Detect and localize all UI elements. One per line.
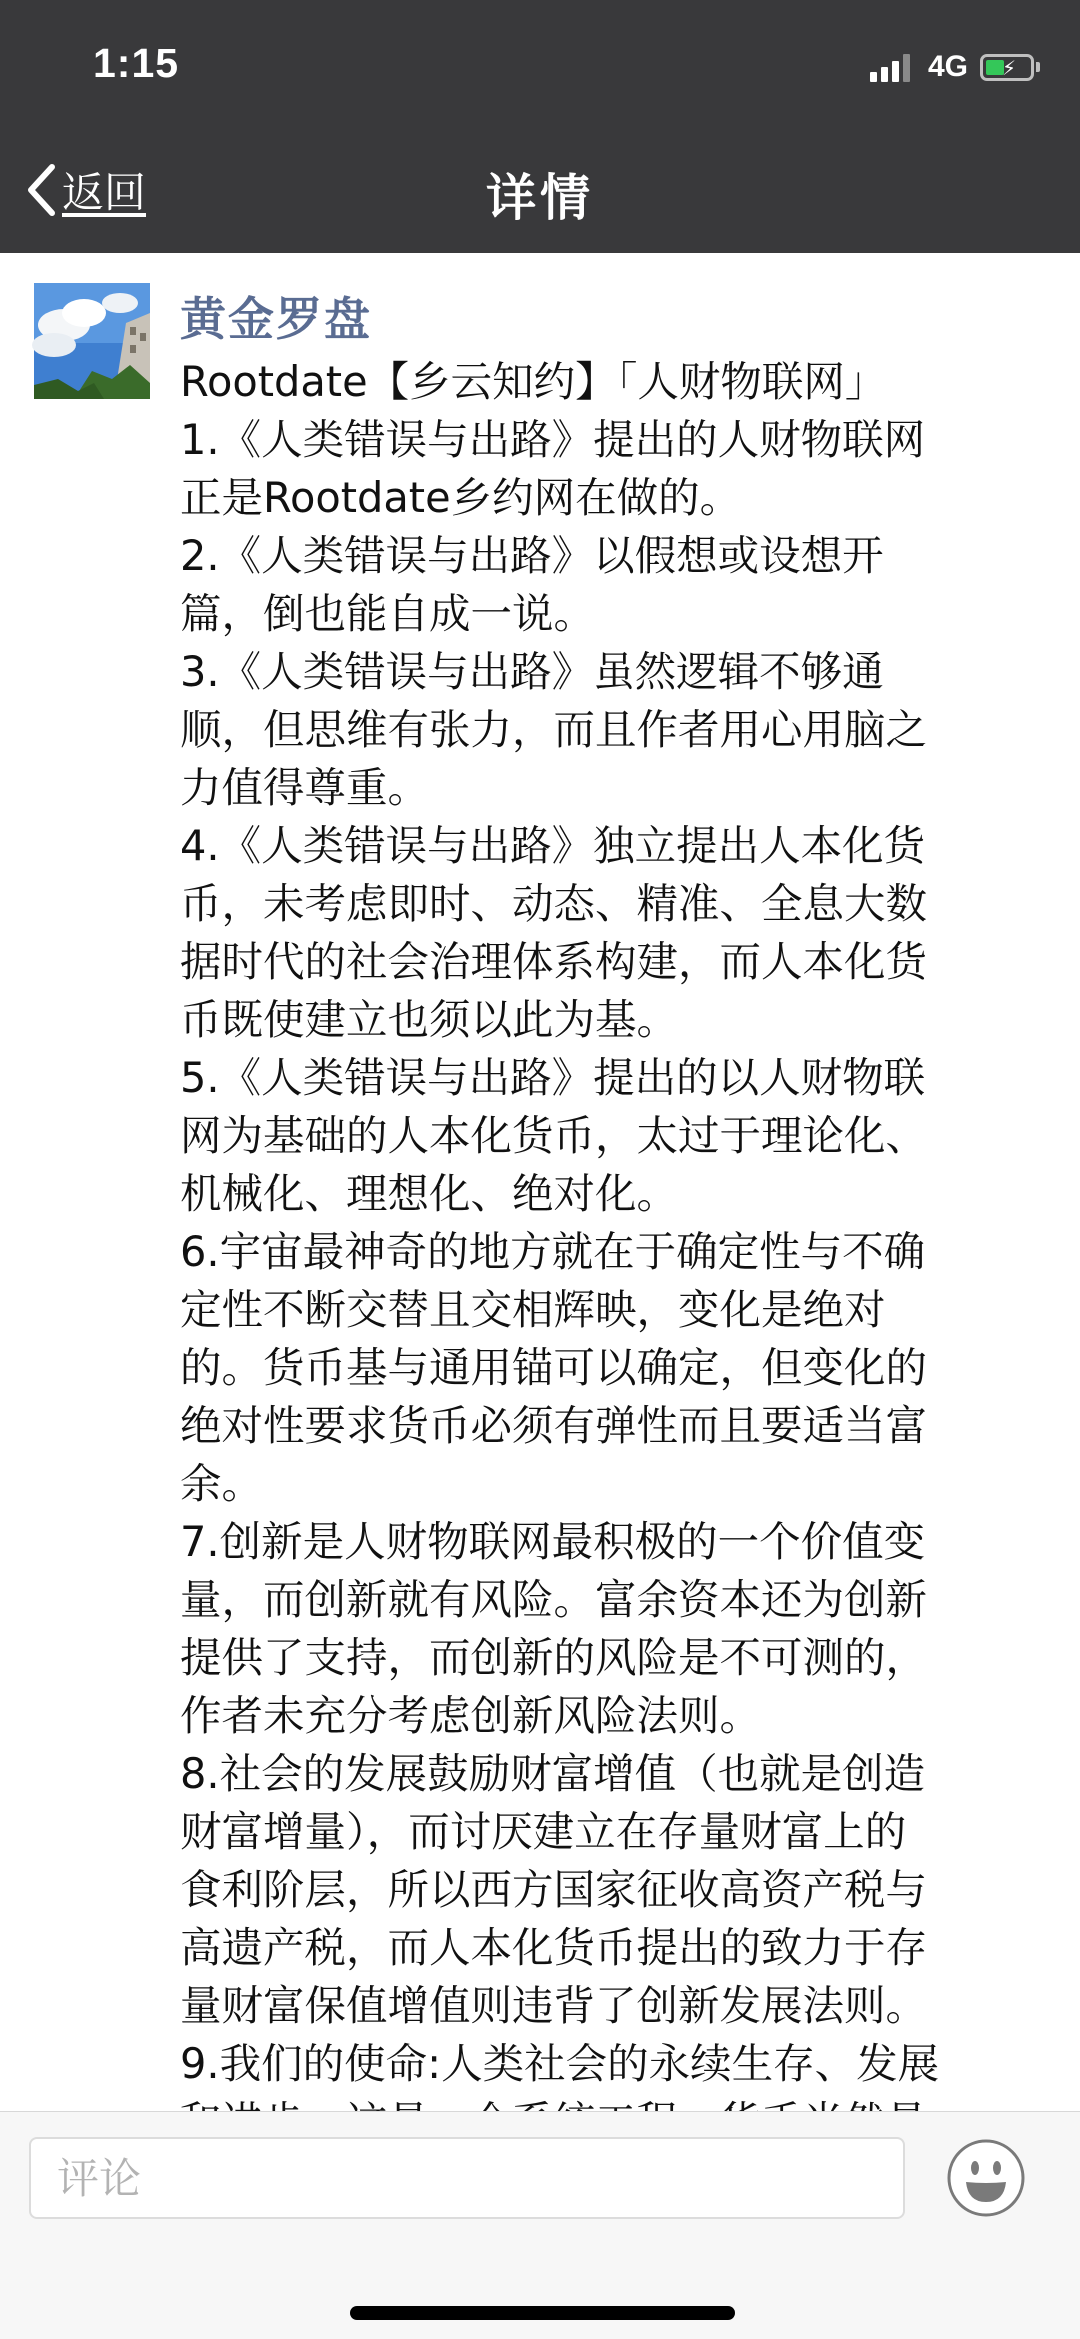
comment-bar — [0, 2111, 1080, 2339]
post-text-line: 食利阶层，所以西方国家征收高资产税与 — [180, 1865, 928, 1914]
status-time: 1:15 — [93, 40, 180, 86]
post-text-line: 余。 — [180, 1459, 264, 1508]
post-text-line: 篇，倒也能自成一说。 — [180, 589, 596, 638]
post-text-line: 机械化、理想化、绝对化。 — [180, 1169, 679, 1218]
avatar-image — [34, 283, 150, 399]
post-text-line: 7.创新是人财物联网最积极的一个价值变 — [180, 1517, 926, 1566]
post-text-line: 提供了支持，而创新的风险是不可测的， — [180, 1633, 928, 1682]
network-type: 4G — [927, 50, 968, 83]
post-text-line: 5.《人类错误与出路》提出的以人财物联 — [180, 1053, 926, 1102]
top-bar — [0, 0, 1080, 253]
post-text-line: 高遗产税，而人本化货币提出的致力于存 — [180, 1923, 928, 1972]
post-text-line: 作者未充分考虑创新风险法则。 — [180, 1691, 762, 1740]
post-text-line: 2.《人类错误与出路》以假想或设想开 — [180, 531, 884, 580]
post-text-line: 1.《人类错误与出路》提出的人财物联网 — [180, 415, 926, 464]
post-text — [180, 353, 1050, 2151]
home-indicator — [350, 2306, 735, 2320]
post-text-line: 定性不断交替且交相辉映，变化是绝对 — [180, 1285, 886, 1334]
post-text-line: 9.我们的使命:人类社会的永续生存、发展 — [180, 2039, 940, 2088]
post-text-line: 的。货币基与通用锚可以确定，但变化的 — [180, 1343, 928, 1392]
post-text-line: 绝对性要求货币必须有弹性而且要适当富 — [180, 1401, 928, 1450]
post-text-line: 力值得尊重。 — [180, 763, 430, 812]
emoji-face-icon[interactable] — [946, 2138, 1026, 2218]
post-text-line: Rootdate【乡云知约】「人财物联网」 — [180, 357, 887, 406]
avatar[interactable] — [34, 283, 150, 399]
author-name[interactable]: 黄金罗盘 — [180, 292, 372, 346]
battery-cap — [1036, 62, 1040, 72]
back-label: 返回 — [62, 168, 147, 217]
page-title: 详情 — [486, 169, 594, 227]
post-text-line: 8.社会的发展鼓励财富增值（也就是创造 — [180, 1749, 926, 1798]
post-text-line: 币，未考虑即时、动态、精准、全息大数 — [180, 879, 928, 928]
signal-bars-icon — [870, 52, 914, 82]
post-text-line: 量，而创新就有风险。富余资本还为创新 — [180, 1575, 928, 1624]
post-text-line: 正是Rootdate乡约网在做的。 — [180, 473, 742, 522]
post-text-line: 量财富保值增值则违背了创新发展法则。 — [180, 1981, 928, 2030]
post-text-line: 财富增量），而讨厌建立在存量财富上的 — [180, 1807, 907, 1856]
post-text-line: 币既使建立也须以此为基。 — [180, 995, 679, 1044]
status-icons — [870, 47, 1040, 87]
post-text-line: 顺，但思维有张力，而且作者用心用脑之 — [180, 705, 928, 754]
post-text-line: 网为基础的人本化货币，太过于理论化、 — [180, 1111, 928, 1160]
post-text-line: 据时代的社会治理体系构建，而人本化货 — [180, 937, 928, 986]
post-detail — [0, 253, 1080, 2111]
post-text-line: 3.《人类错误与出路》虽然逻辑不够通 — [180, 647, 884, 696]
comment-input[interactable] — [29, 2137, 905, 2219]
post-text-line: 6.宇宙最神奇的地方就在于确定性与不确 — [180, 1227, 926, 1276]
battery-charging-icon: ⚡ — [980, 54, 1034, 81]
post-text-line: 4.《人类错误与出路》独立提出人本化货 — [180, 821, 926, 870]
